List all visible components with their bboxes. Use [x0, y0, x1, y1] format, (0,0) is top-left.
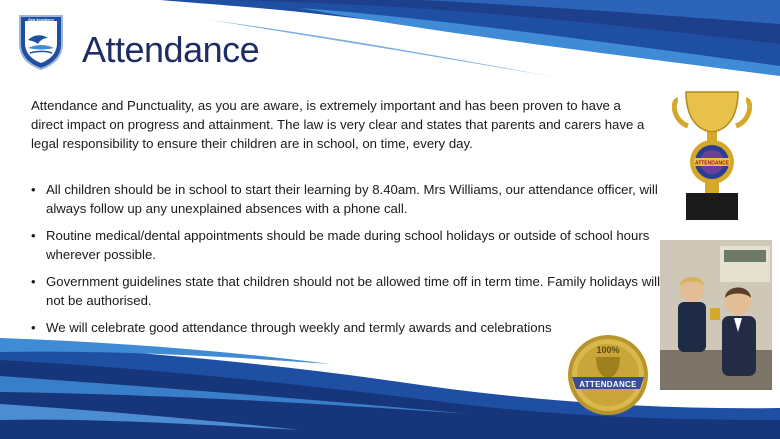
- medal-label: ATTENDANCE: [579, 380, 637, 389]
- bullet-text: All children should be in school to start their learning by 8.40am. Mrs Williams, our attendance officer, will always follow up any unexplained absences with a phone call.: [46, 182, 658, 216]
- list-item: [31, 180, 661, 218]
- logo-text: Sea Academy Liberty: [28, 17, 54, 26]
- medal-percent: 100%: [596, 345, 620, 355]
- bullet-text: Routine medical/dental appointments should be made during school holidays or outside of school hours wherever possible.: [46, 228, 650, 262]
- bullet-glyph: •: [31, 182, 36, 197]
- bullet-text: Government guidelines state that children should not be allowed time off in term time. Family holidays will not be authorised.: [46, 274, 661, 308]
- children-photo-illustration: [660, 240, 772, 390]
- bullet-text: We will celebrate good attendance through weekly and termly awards and celebrations: [46, 320, 552, 335]
- page-title: Attendance: [82, 29, 260, 70]
- list-item: [31, 272, 661, 310]
- bullet-glyph: •: [31, 320, 36, 335]
- trophy-icon: [672, 86, 752, 222]
- children-photo: [660, 240, 772, 390]
- intro-paragraph: Attendance and Punctuality, as you are aware, is extremely important and has been proven to have a direct impact on progress and attainment. The law is very clear and states that parents and carers have a legal responsibility to ensure their children are in school, on time, every day.: [31, 98, 645, 151]
- list-item: [31, 226, 661, 264]
- bullet-glyph: •: [31, 274, 36, 289]
- bullet-list: [31, 180, 661, 345]
- bullet-glyph: •: [31, 228, 36, 243]
- trophy-label: ATTENDANCE: [694, 160, 730, 167]
